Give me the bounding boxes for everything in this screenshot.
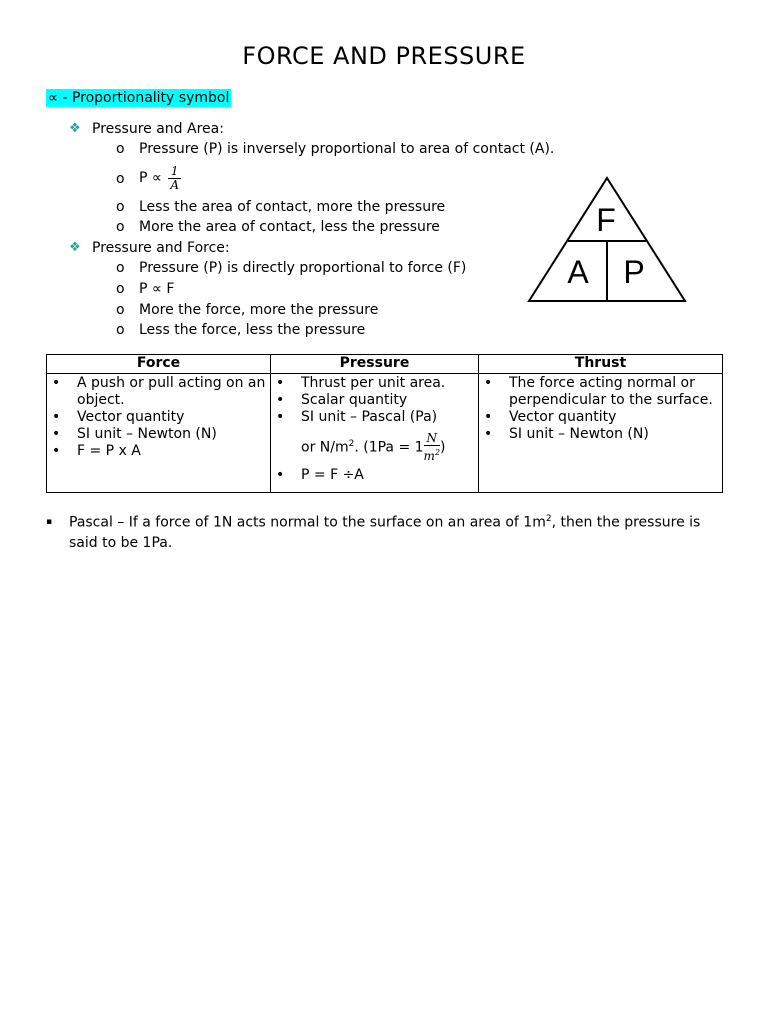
pascal-text-start: Pascal – If a force of 1N acts normal to the surface on an area of 1m bbox=[69, 514, 546, 531]
section-heading: Pressure and Area: bbox=[92, 121, 224, 137]
diamond-bullet-icon: ❖ bbox=[69, 240, 81, 255]
list-bullet: o bbox=[116, 199, 125, 215]
list-item: More the area of contact, less the pressure bbox=[139, 219, 440, 235]
pressure-cell bbox=[271, 374, 479, 493]
list-item: • A push or pull acting on an object. bbox=[47, 375, 268, 409]
list-item: • Scalar quantity bbox=[271, 392, 476, 409]
denominator-base: m bbox=[423, 449, 435, 463]
list-bullet: o bbox=[116, 302, 125, 318]
page-title: FORCE AND PRESSURE bbox=[242, 42, 526, 70]
pressure-list bbox=[271, 375, 476, 484]
list-item: Less the force, less the pressure bbox=[139, 322, 366, 338]
fraction-one-over-a bbox=[168, 165, 181, 192]
force-cell bbox=[47, 374, 271, 493]
proportionality-note: ∝ - Proportionality symbol bbox=[48, 90, 230, 106]
unit-prefix: or N/m bbox=[301, 439, 349, 456]
list-item: Less the area of contact, more the pressure bbox=[139, 199, 446, 215]
list-bullet: o bbox=[116, 281, 125, 297]
pascal-text-end: , then the pressure is said to be 1Pa. bbox=[69, 514, 701, 551]
comparison-table bbox=[46, 354, 723, 493]
list-item: P ∝ F bbox=[139, 281, 175, 297]
formula-triangle bbox=[526, 176, 688, 304]
fraction-numerator: 1 bbox=[170, 163, 179, 178]
force-list bbox=[47, 375, 268, 460]
unit-superscript: 2 bbox=[348, 438, 355, 449]
pascal-definition bbox=[69, 509, 709, 553]
list-item: Pressure (P) is directly proportional to force (F) bbox=[139, 260, 467, 276]
list-bullet: o bbox=[116, 171, 125, 187]
header-force: Force bbox=[47, 355, 271, 374]
list-item-formula bbox=[139, 160, 181, 196]
header-thrust: Thrust bbox=[479, 355, 723, 374]
table-row bbox=[47, 374, 723, 493]
list-item: • SI unit – Newton (N) bbox=[479, 426, 720, 443]
list-item bbox=[271, 409, 476, 463]
triangle-label-force: F bbox=[596, 202, 616, 238]
list-item: Pressure (P) is inversely proportional to area of contact (A). bbox=[139, 141, 555, 157]
closing-paren: ) bbox=[440, 439, 446, 456]
fraction-denominator bbox=[424, 445, 440, 463]
list-bullet: o bbox=[116, 322, 125, 338]
list-bullet: o bbox=[116, 141, 125, 157]
pascal-superscript: 2 bbox=[545, 514, 552, 524]
list-item: • Thrust per unit area. bbox=[271, 375, 476, 392]
list-item: • The force acting normal or perpendicular to the surface. bbox=[479, 375, 720, 409]
list-item: • P = F ÷A bbox=[271, 467, 476, 484]
fraction-denominator: A bbox=[170, 177, 180, 192]
square-bullet-icon: ▪ bbox=[46, 517, 53, 527]
fraction-numerator: N bbox=[426, 431, 438, 445]
formula-label: P ∝ bbox=[139, 170, 162, 186]
list-bullet: o bbox=[116, 219, 125, 235]
list-bullet: o bbox=[116, 260, 125, 276]
denominator-superscript: 2 bbox=[434, 448, 441, 457]
pascal-equivalence: . (1Pa = 1 bbox=[354, 439, 424, 456]
thrust-cell bbox=[479, 374, 723, 493]
si-unit-text: SI unit – Pascal (Pa) bbox=[301, 409, 438, 425]
header-pressure: Pressure bbox=[271, 355, 479, 374]
fraction-n-over-m2 bbox=[424, 432, 440, 463]
si-unit-continuation bbox=[301, 432, 446, 463]
list-item: More the force, more the pressure bbox=[139, 302, 379, 318]
triangle-label-area: A bbox=[567, 254, 589, 290]
table-header-row bbox=[47, 355, 723, 374]
list-item: • F = P x A bbox=[47, 443, 268, 460]
list-item: • Vector quantity bbox=[47, 409, 268, 426]
list-item: • Vector quantity bbox=[479, 409, 720, 426]
list-item: • SI unit – Newton (N) bbox=[47, 426, 268, 443]
diamond-bullet-icon: ❖ bbox=[69, 121, 81, 136]
triangle-label-pressure: P bbox=[623, 254, 645, 290]
section-heading: Pressure and Force: bbox=[92, 240, 230, 256]
thrust-list bbox=[479, 375, 720, 443]
